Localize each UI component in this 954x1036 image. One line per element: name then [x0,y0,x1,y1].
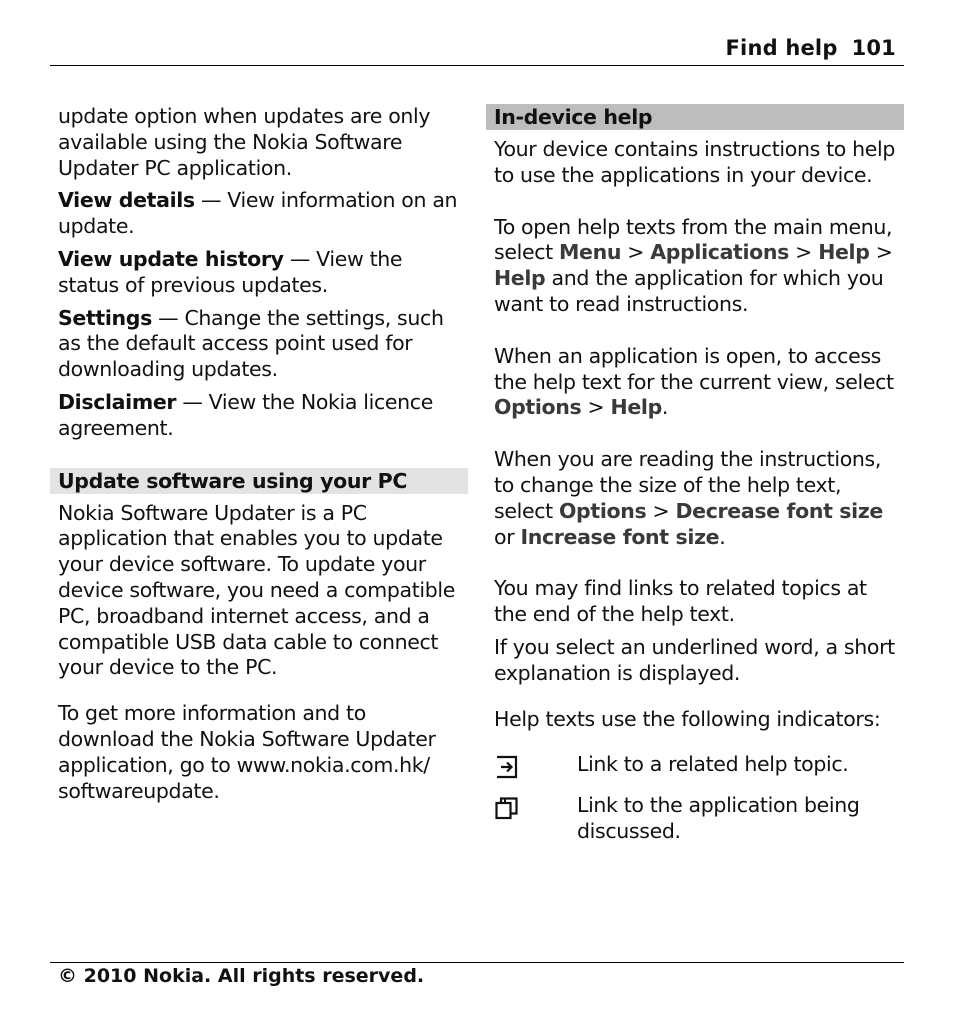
footer-copyright: © 2010 Nokia. All rights reserved. [58,965,425,987]
options-keyword: Options [558,498,647,523]
right-column [494,104,904,845]
help-intro-paragraph: Your device contains instructions to help to use the applications in your device. [494,137,896,187]
help-keyword: Help [818,240,870,265]
option-term: View details [58,188,195,213]
font-size-paragraph: When you are reading the instructions, to change the size of the help text, select Options > Decrease font size or Increase font size. [494,447,883,549]
increase-font-size-keyword: Increase font size [520,524,720,549]
left-column [58,104,468,804]
help-keyword: Help [610,395,662,420]
option-settings: Settings — Change the settings, such as the default access point used for downloading updates. [58,305,444,382]
decrease-font-size-keyword: Decrease font size [675,498,883,523]
menu-keyword: Menu [558,240,622,265]
indicator-text: Link to the application being discussed. [577,793,860,843]
footer-divider [50,962,904,963]
section-heading-in-device-help: In-device help [486,104,904,130]
option-view-details: View details — View information on an update. [58,188,458,239]
section-heading-update-pc: Update software using your PC [50,468,468,494]
option-desc: View the Nokia licence agreement. [58,389,433,440]
indicators-intro-paragraph: Help texts use the following indicators: [494,706,881,731]
header-divider [50,65,904,66]
related-topics-paragraph: You may find links to related topics at the end of the help text. [494,576,867,627]
application-link-icon [494,796,520,820]
underlined-word-paragraph: If you select an underlined word, a short explanation is displayed. [494,634,895,685]
intro-paragraph: update option when updates are only available using the Nokia Software Updater PC application. [58,104,431,180]
indicator-row [494,793,904,845]
option-term: Settings [58,305,152,330]
header-section-title: Find help [725,36,838,60]
more-info-paragraph: To get more information and to download the Nokia Software Updater application, go to www.nokia.com.hk/ softwareupdate. [58,701,436,803]
option-term: Disclaimer [58,389,177,414]
indicator-row [494,752,904,786]
current-view-help-paragraph: When an application is open, to access the help text for the current view, select Options > Help. [494,343,894,420]
related-topic-link-icon [494,755,520,779]
option-view-update-history: View update history — View the status of previous updates. [58,246,403,297]
help-keyword: Help [494,266,546,291]
option-term: View update history [58,246,284,271]
options-keyword: Options [494,395,582,420]
page-number: 101 [851,36,896,60]
pc-updater-paragraph: Nokia Software Updater is a PC application that enables you to update your device software. To update your device software, you need a compatible PC, broadband internet access, and a compatible USB data cable to connect your device to the PC. [58,500,456,680]
indicator-text: Link to a related help topic. [577,752,849,777]
option-disclaimer: Disclaimer — View the Nokia licence agreement. [58,389,433,440]
open-help-paragraph: To open help texts from the main menu, select Menu > Applications > Help > Help and the application for which you want to read instructions. [494,214,893,316]
option-desc: View the status of previous updates. [58,246,403,297]
page-header [726,36,897,60]
option-desc: Change the settings, such as the default access point used for downloading updates. [58,305,444,382]
applications-keyword: Applications [650,240,790,265]
option-desc: View information on an update. [58,188,458,239]
